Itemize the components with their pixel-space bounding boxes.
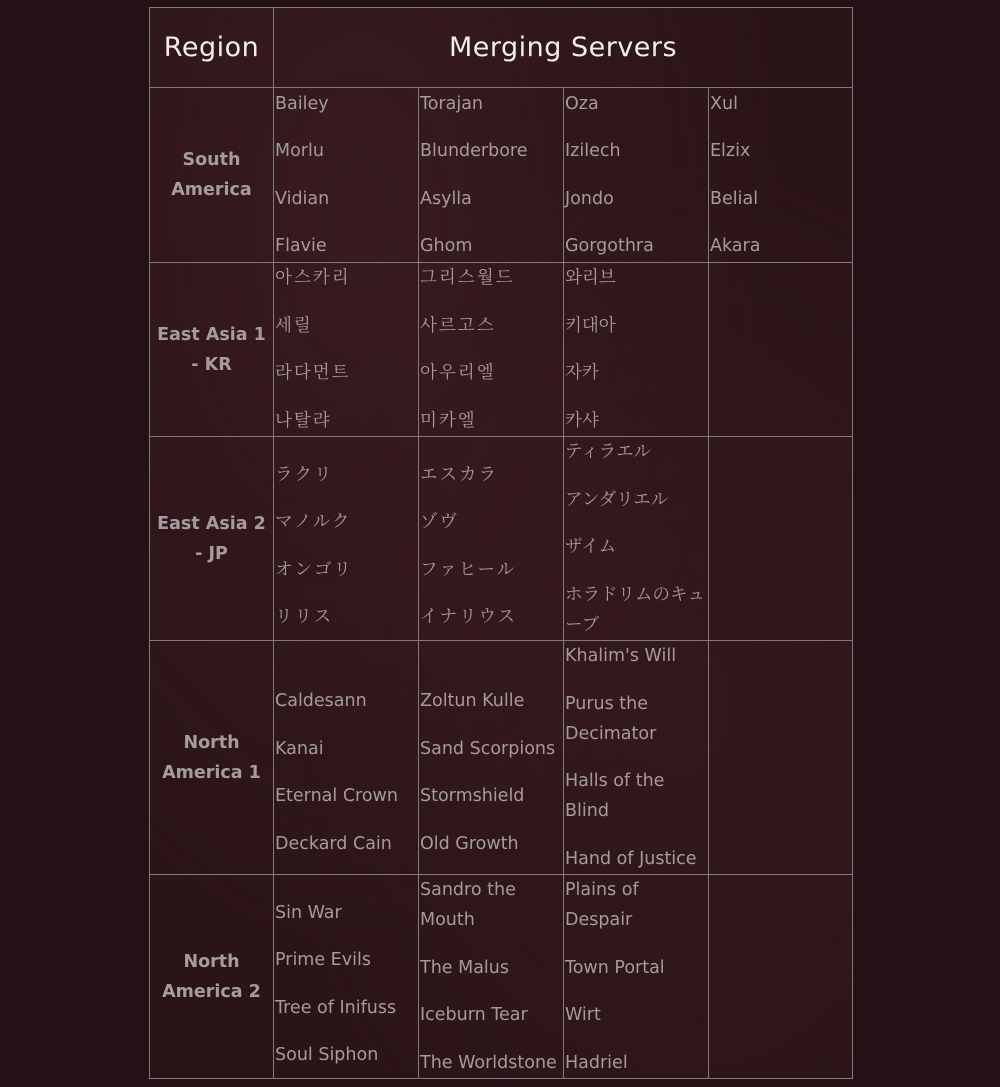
server-list-cell	[274, 263, 419, 437]
server-name: 카샤	[565, 410, 599, 431]
server-name: Purus the Decimator	[565, 693, 657, 744]
server-list	[419, 656, 563, 859]
server-list-cell	[274, 641, 419, 875]
server-name: Morlu	[275, 141, 324, 162]
server-list-cell	[709, 263, 853, 437]
server-name: Plains of Despair	[565, 880, 639, 931]
server-name: Bailey	[275, 93, 329, 114]
server-list-cell	[564, 263, 709, 437]
server-name: Tree of Inifuss	[275, 997, 397, 1018]
server-name: Izilech	[565, 141, 621, 162]
server-name: Blunderbore	[420, 141, 528, 162]
server-list-cell	[419, 437, 564, 641]
server-list-cell	[564, 875, 709, 1079]
server-list-cell	[564, 641, 709, 875]
server-name: Asylla	[420, 188, 472, 209]
server-name: オンゴリ	[275, 559, 353, 580]
server-name: Caldesann	[275, 691, 367, 712]
server-name: Halls of the Blind	[565, 771, 665, 822]
server-list-cell	[564, 437, 709, 641]
server-name: アンダリエル	[565, 489, 669, 510]
server-name: ゾヴ	[420, 512, 459, 533]
server-name: 그리스월드	[420, 268, 515, 289]
merging-servers-column-header: Merging Servers	[274, 8, 853, 88]
server-list-cell	[419, 88, 564, 263]
server-name: Torajan	[420, 93, 484, 114]
server-name: Oza	[565, 93, 599, 114]
server-merge-table	[149, 7, 853, 1079]
server-list-cell	[709, 641, 853, 875]
server-name: ザイム	[565, 537, 617, 558]
server-list	[419, 263, 563, 436]
server-name: Sand Scorpions	[420, 738, 556, 759]
table-row	[150, 88, 853, 263]
server-list-cell	[564, 88, 709, 263]
server-name: 미카엘	[420, 410, 477, 431]
server-name: Eternal Crown	[275, 786, 398, 807]
server-name: Deckard Cain	[275, 833, 392, 854]
server-name: Stormshield	[420, 786, 525, 807]
server-list	[274, 89, 418, 262]
region-name: East Asia 2 - JP	[150, 437, 274, 641]
server-name: イナリウス	[420, 607, 517, 628]
server-list-cell	[709, 875, 853, 1079]
server-name: ファヒール	[420, 559, 517, 580]
server-list	[564, 641, 708, 874]
server-name: Prime Evils	[275, 950, 371, 971]
table-row	[150, 263, 853, 437]
server-name: Hadriel	[565, 1052, 628, 1073]
server-list	[419, 445, 563, 633]
server-name: ティラエル	[565, 442, 652, 463]
server-name: Hand of Justice	[565, 848, 697, 869]
table-row	[150, 437, 853, 641]
server-name: Xul	[710, 93, 738, 114]
server-list-cell	[709, 88, 853, 263]
server-list-cell	[419, 875, 564, 1079]
server-list	[564, 89, 708, 262]
server-name: Sin War	[275, 902, 342, 923]
server-name: Town Portal	[565, 957, 665, 978]
server-name: Belial	[710, 188, 759, 209]
table-row	[150, 641, 853, 875]
server-list	[274, 656, 418, 859]
server-name: Gorgothra	[565, 236, 654, 257]
server-name: Iceburn Tear	[420, 1005, 528, 1026]
server-name: 사르고스	[420, 315, 496, 336]
server-list-cell	[419, 641, 564, 875]
server-name: The Worldstone	[420, 1052, 557, 1073]
server-list	[274, 883, 418, 1071]
server-name: 자카	[565, 363, 599, 384]
server-list	[564, 263, 708, 436]
server-name: Kanai	[275, 738, 324, 759]
region-name: North America 1	[150, 641, 274, 875]
server-name: The Malus	[420, 957, 510, 978]
server-name: Jondo	[565, 188, 614, 209]
server-name: Soul Siphon	[275, 1045, 379, 1066]
server-list	[709, 89, 852, 262]
server-name: 라다먼트	[275, 363, 351, 384]
server-name: Vidian	[275, 188, 330, 209]
table-body	[150, 88, 853, 1079]
region-name: East Asia 1 - KR	[150, 263, 274, 437]
server-name: ラクリ	[275, 464, 334, 485]
server-name: Khalim's Will	[565, 646, 677, 667]
server-list	[274, 263, 418, 436]
server-list-cell	[274, 875, 419, 1079]
server-list-cell	[709, 437, 853, 641]
region-name: South America	[150, 88, 274, 263]
server-list	[564, 437, 708, 640]
server-name: Zoltun Kulle	[420, 691, 525, 712]
server-name: Flavie	[275, 236, 327, 257]
server-list-cell	[274, 437, 419, 641]
server-name: Old Growth	[420, 833, 519, 854]
server-list-cell	[419, 263, 564, 437]
server-name: Akara	[710, 236, 761, 257]
table-header-row	[150, 8, 853, 88]
server-name: 키대아	[565, 315, 616, 336]
server-name: ホラドリムのキューブ	[565, 584, 705, 635]
server-list	[419, 89, 563, 262]
region-name: North America 2	[150, 875, 274, 1079]
server-list	[564, 875, 708, 1078]
server-name: 나탈랴	[275, 410, 332, 431]
table-row	[150, 875, 853, 1079]
server-name: リリス	[275, 607, 334, 628]
server-name: Ghom	[420, 236, 473, 257]
server-name: Elzix	[710, 141, 751, 162]
server-name: 와리브	[565, 268, 616, 289]
server-name: Sandro the Mouth	[420, 880, 516, 931]
server-name: 아스카리	[275, 268, 351, 289]
server-list-cell	[274, 88, 419, 263]
server-list	[274, 445, 418, 633]
region-column-header: Region	[150, 8, 274, 88]
server-name: Wirt	[565, 1005, 601, 1026]
server-list	[419, 875, 563, 1078]
server-name: マノルク	[275, 512, 352, 533]
server-name: エスカラ	[420, 464, 498, 485]
server-name: 세릴	[275, 315, 313, 336]
server-name: 아우리엘	[420, 363, 496, 384]
